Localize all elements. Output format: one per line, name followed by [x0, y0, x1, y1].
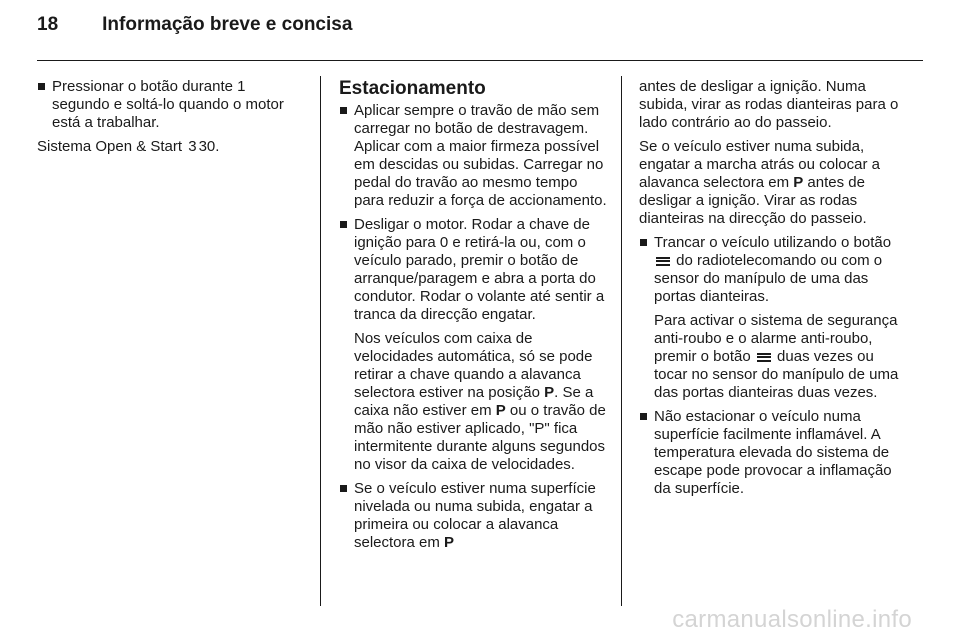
header-rule: [37, 60, 923, 61]
page-reference-icon: 3: [188, 138, 197, 155]
page-number: 18: [37, 14, 59, 35]
text-span: duas vezes ou tocar no sensor do manípulo de uma das portas dianteiras duas vezes.: [654, 348, 899, 401]
reference-page: 30.: [198, 138, 220, 155]
text-span: . Se a caixa não estiver em: [354, 384, 594, 419]
anti-theft-note: [639, 312, 909, 402]
bullet-switch-off-engine: Desligar o motor. Rodar a chave de ignição para 0 e retirá-la ou, com o veículo parado, premir o botão de arranque/paragem e abra a porta do condutor. Rodar o volante até sentir a tranca da direcção engatar.: [339, 216, 607, 324]
text-span: ou o travão de mão não estiver aplicado, "P" fica intermitente durante alguns segundos no visor da caixa de velocidades.: [354, 402, 606, 473]
watermark: carmanualsonline.info: [672, 606, 912, 633]
text-span: Nos veículos com caixa de velocidades automática, só se pode retirar a chave quando a alavanca selectora estiver na posição: [354, 330, 593, 401]
page-header: [37, 14, 352, 44]
lock-button-icon: [757, 353, 771, 362]
bullet-press-button: Pressionar o botão durante 1 segundo e soltá-lo quando o motor está a trabalhar.: [37, 78, 299, 132]
gear-p: P: [444, 534, 455, 551]
gear-p: P: [544, 384, 555, 401]
text-span: antes de desligar a ignição. Virar as rodas dianteiras na direcção do passeio.: [639, 174, 867, 227]
text-span: Para activar o sistema de segurança anti-roubo e o alarme anti-roubo, premir o botão: [654, 312, 898, 365]
gear-p: P: [495, 402, 506, 419]
column-1: [37, 78, 299, 162]
column-2: [339, 78, 607, 558]
text-span: Se o veículo estiver numa superfície nivelada ou numa subida, engatar a primeira ou colocar a alavanca selectora em: [354, 480, 596, 551]
bullet-lock-vehicle: [639, 234, 909, 306]
bullet-level-surface: [339, 480, 607, 552]
page-title: Informação breve e concisa: [102, 14, 353, 35]
column-divider-1: [320, 76, 321, 606]
text-span: Trancar o veículo utilizando o botão: [654, 234, 892, 251]
column-divider-2: [621, 76, 622, 606]
gear-p: P: [793, 174, 804, 191]
bullet-handbrake: Aplicar sempre o travão de mão sem carregar no botão de destravagem. Aplicar com a maior firmeza possível em descidas ou subidas. Carregar no pedal do travão ao mesmo tempo para reduzir a força de accionamento.: [339, 102, 607, 210]
column-3: [639, 78, 909, 504]
uphill-note: [639, 138, 909, 228]
continuation-text: antes de desligar a ignição. Numa subida, virar as rodas dianteiras para o lado contrário ao do passeio.: [639, 78, 899, 131]
automatic-gearbox-note: [339, 330, 607, 474]
lock-button-icon: [656, 257, 670, 266]
text-span: Se o veículo estiver numa subida, engatar a marcha atrás ou colocar a alavanca selectora em: [639, 138, 880, 191]
reference-text: Sistema Open & Start: [37, 138, 183, 155]
section-title: Estacionamento: [339, 78, 486, 99]
bullet-flammable-surface: Não estacionar o veículo numa superfície facilmente inflamável. A temperatura elevada do sistema de escape pode provocar a inflamação da superfície.: [639, 408, 909, 498]
text-span: do radiotelecomando ou com o sensor do manípulo de uma das portas dianteiras.: [654, 252, 883, 305]
cross-reference: [37, 138, 299, 156]
